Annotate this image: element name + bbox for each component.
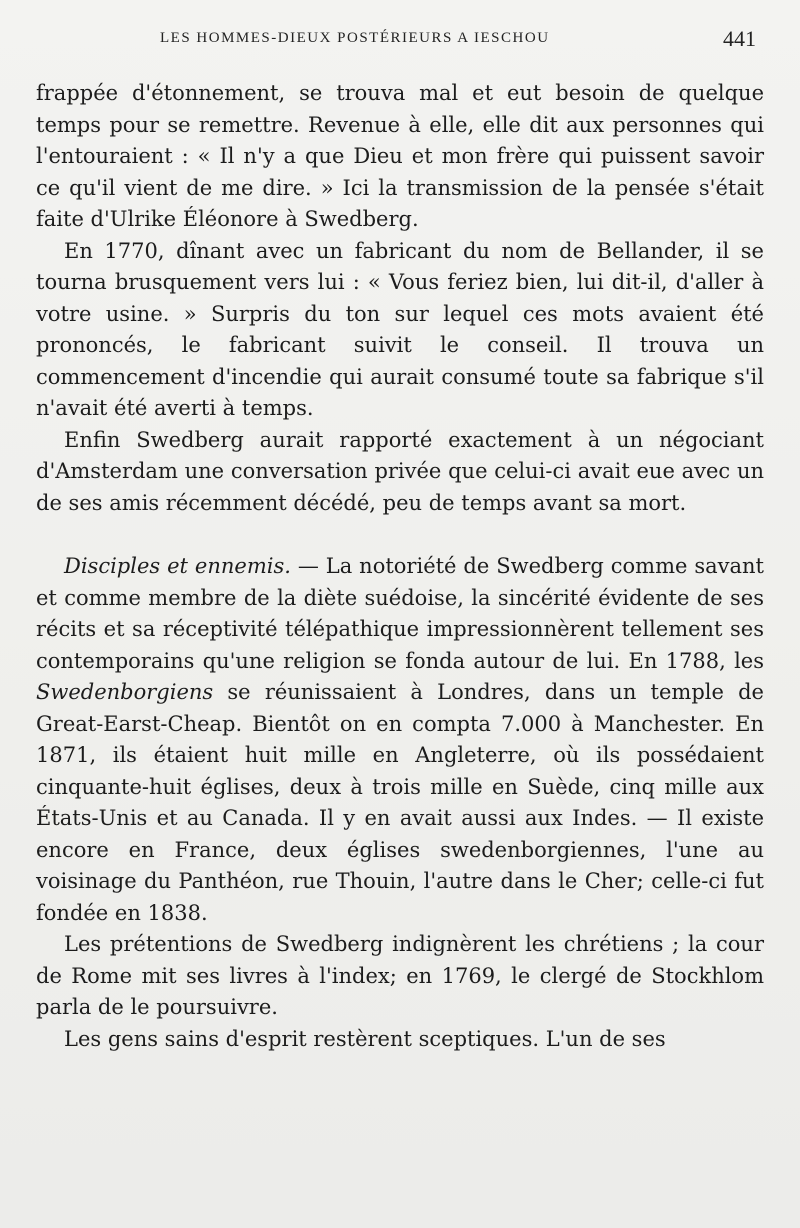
paragraph-disciples-text-b: se réunissaient à Londres, dans un temple de Great-Earst-Cheap. Bientôt on en compta 7.000 à Manchester. En 1871, ils étaient huit mille en Angleterre, où ils possédaient cinquante-huit églises, deux à trois mille en Suède, cinq mille aux États-Unis et au Canada. Il y en avait aussi aux Indes. — Il existe encore en France, deux églises swedenborgiennes, l'une au voisinage du Panthéon, rue Thouin, l'autre dans le Cher; celle-ci fut fondée en 1838. [36,680,764,925]
section-spacer [36,519,764,551]
section-heading: Disciples et ennemis. [64,554,291,578]
paragraph-pretentions: Les prétentions de Swedberg indignèrent les chrétiens ; la cour de Rome mit ses livres à l'index; en 1769, le clergé de Stockhlom parla de le poursuivre. [36,932,764,1019]
paragraph-amsterdam: Enfin Swedberg aurait rapporté exactement à un négociant d'Amsterdam une conversation privée que celui-ci avait eue avec un de ses amis récemment décédé, peu de temps avant sa mort. [36,427,764,515]
page-number: 441 [723,26,756,51]
body-text [36,78,764,1055]
paragraph-disciples-text-a: — La notoriété de Swedberg comme savant et comme membre de la diète suédoise, la sincérité évidente de ses récits et sa réceptivité télépathique impressionnèrent tellement ses contemporains qu'une religion se fonda autour de lui. En 1788, les [36,554,764,673]
paragraph-continuation: frappée d'étonnement, se trouva mal et eut besoin de quelque temps pour se remettre. Revenue à elle, elle dit aux personnes qui l'entouraient : « Il n'y a que Dieu et mon frère qui puissent savoir ce qu'il vient de me dire. » Ici la transmission de la pensée s'était faite d'Ulrike Éléonore à Swedberg. [36,81,764,231]
paragraph-bellander: En 1770, dînant avec un fabricant du nom de Bellander, il se tourna brusquement vers lui : « Vous feriez bien, lui dit-il, d'aller à votre usine. » Surpris du ton sur lequel ces mots avaient été prononcés, le fabricant suivit le conseil. Il trouva un commencement d'incendie qui aurait consumé toute sa fabrique s'il n'avait été averti à temps. [36,238,764,420]
swedenborgiens-term: Swedenborgiens [36,680,214,704]
paragraph-disciples [36,551,764,929]
running-title: LES HOMMES-DIEUX POSTÉRIEURS A IESCHOU [160,30,550,46]
paragraph-sceptiques: Les gens sains d'esprit restèrent sceptiques. L'un de ses [64,1026,666,1051]
